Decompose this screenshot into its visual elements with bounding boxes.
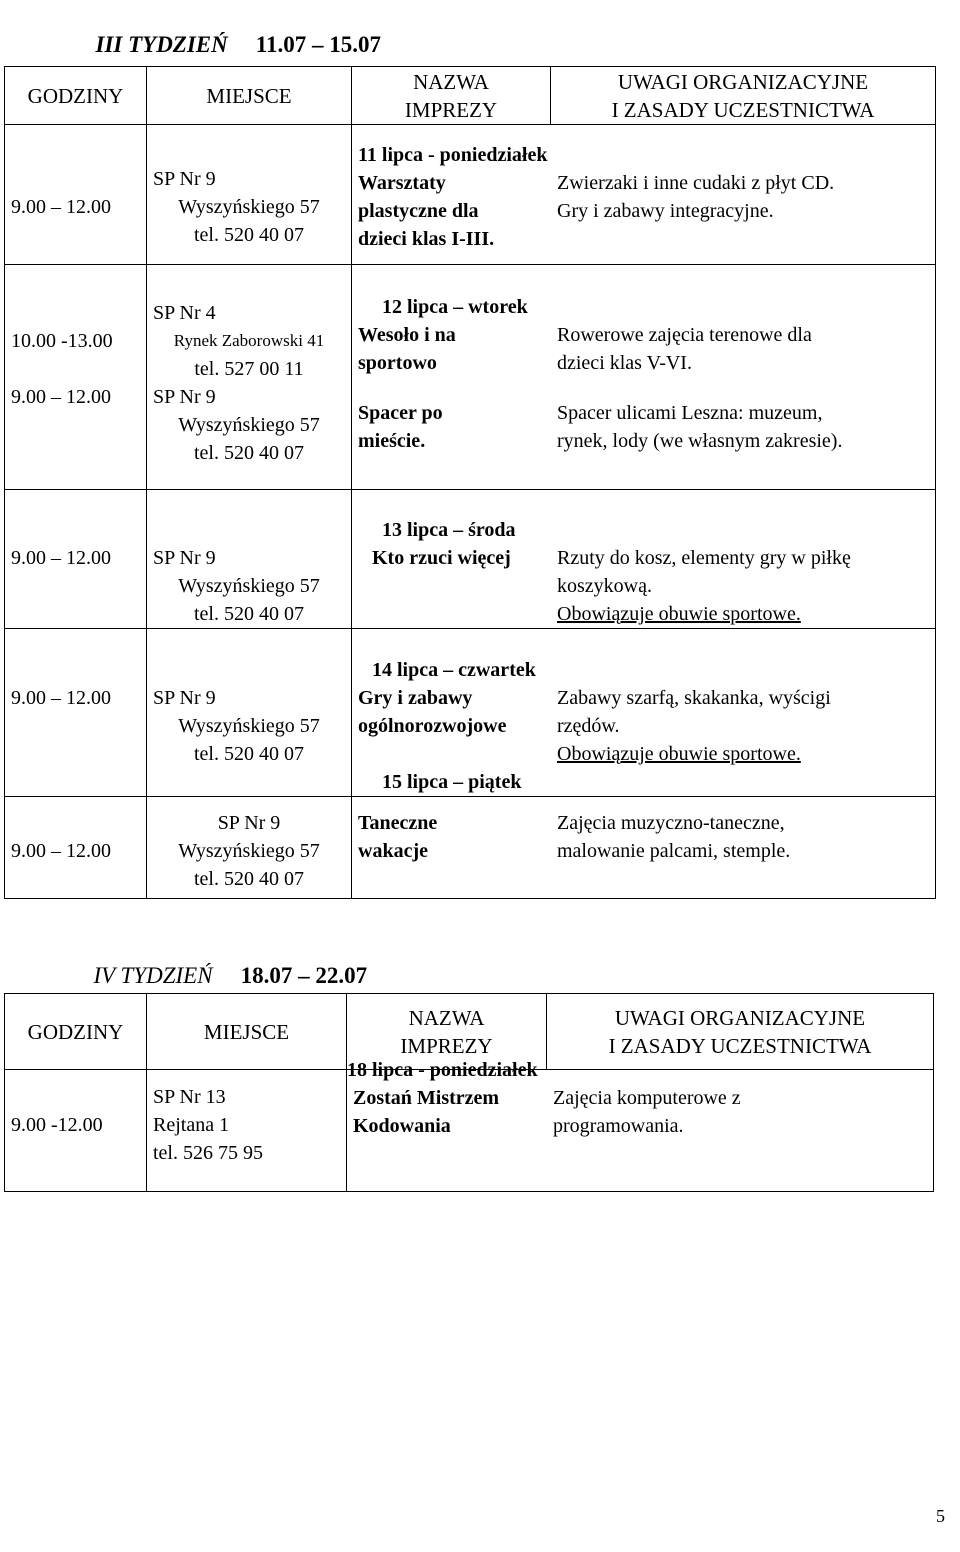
week-3-label: III TYDZIEŃ — [95, 32, 228, 57]
place-cell: SP Nr 13 Rejtana 1 tel. 526 75 95 — [147, 1070, 347, 1192]
hours-cell: 9.00 – 12.00 — [5, 490, 147, 629]
place-cell: SP Nr 9 Wyszyńskiego 57 tel. 520 40 07 — [147, 629, 352, 797]
day-label: 12 lipca – wtorek — [382, 296, 528, 318]
event-name: Wesoło i na sportowo — [358, 324, 456, 374]
event-notes: Rzuty do kosz, elementy gry w piłkę koszykową. Obowiązuje obuwie sportowe. — [557, 547, 851, 625]
place-cell: SP Nr 9 Wyszyńskiego 57 tel. 520 40 07 — [147, 797, 352, 899]
table-row — [5, 125, 936, 265]
header-place: MIEJSCE — [147, 994, 347, 1070]
hours-cell: 10.00 -13.00 9.00 – 12.00 — [5, 265, 147, 490]
day-label: 14 lipca – czwartek — [372, 659, 536, 681]
event-notes-cell — [352, 797, 936, 899]
header-event-name: NAZWA IMPREZY — [347, 994, 547, 1070]
header-hours: GODZINY — [5, 67, 147, 125]
week-4-title — [82, 937, 367, 989]
event-name: Zostań Mistrzem Kodowania — [353, 1087, 500, 1137]
header-event-name: NAZWA IMPREZY — [352, 67, 551, 125]
event-notes: Zabawy szarfą, skakanka, wyścigi rzędów. Obowiązuje obuwie sportowe. — [557, 687, 831, 765]
table-header-row — [5, 67, 936, 125]
page-number: 5 — [936, 1506, 945, 1526]
table-row — [5, 629, 936, 797]
week-4-label: IV TYDZIEŃ — [93, 963, 213, 988]
header-place: MIEJSCE — [147, 67, 352, 125]
hours-cell: 9.00 – 12.00 — [5, 125, 147, 265]
event-notes-cell — [352, 490, 936, 629]
header-notes: UWAGI ORGANIZACYJNE I ZASADY UCZESTNICTWA — [547, 994, 934, 1070]
week-4-dates: 18.07 – 22.07 — [240, 963, 368, 988]
hours-cell: 9.00 – 12.00 — [5, 797, 147, 899]
place-cell: SP Nr 4 Rynek Zaborowski 41 tel. 527 00 11 SP Nr 9 Wyszyńskiego 57 tel. 520 40 07 — [147, 265, 352, 490]
event-notes-cell — [352, 265, 936, 490]
event-name: Spacer po mieście. — [358, 402, 443, 452]
event-notes-cell — [347, 1059, 934, 1192]
event-name: Kto rzuci więcej — [372, 547, 511, 569]
week-4-schedule-table — [4, 993, 934, 1192]
event-notes: Zwierzaki i inne cudaki z płyt CD. Gry i zabawy integracyjne. — [557, 172, 835, 222]
table-row — [5, 490, 936, 629]
week-3-title — [84, 6, 381, 58]
table-row — [5, 265, 936, 490]
header-notes: UWAGI ORGANIZACYJNE I ZASADY UCZESTNICTWA — [551, 67, 936, 125]
place-cell: SP Nr 9 Wyszyńskiego 57 tel. 520 40 07 — [147, 490, 352, 629]
day-label: 18 lipca - poniedziałek — [347, 1059, 538, 1081]
week-3-schedule-table — [4, 66, 936, 899]
event-name: Taneczne wakacje — [358, 812, 438, 862]
place-cell: SP Nr 9 Wyszyńskiego 57 tel. 520 40 07 — [147, 125, 352, 265]
header-hours: GODZINY — [5, 994, 147, 1070]
day-label: 11 lipca - poniedziałek — [358, 144, 548, 166]
hours-cell: 9.00 -12.00 — [5, 1070, 147, 1192]
hours-cell: 9.00 – 12.00 — [5, 629, 147, 797]
event-notes: Zajęcia komputerowe z programowania. — [553, 1087, 741, 1137]
event-notes: Zajęcia muzyczno-taneczne, malowanie palcami, stemple. — [557, 812, 791, 862]
event-notes: Rowerowe zajęcia terenowe dla dzieci klas V-VI. — [557, 324, 812, 374]
day-label: 15 lipca – piątek — [382, 771, 522, 793]
day-label: 13 lipca – środa — [382, 519, 516, 541]
event-notes: Spacer ulicami Leszna: muzeum, rynek, lody (we własnym zakresie). — [557, 402, 843, 452]
table-row — [5, 1070, 934, 1192]
event-name: Gry i zabawy ogólnorozwojowe — [358, 687, 507, 737]
event-notes-cell — [352, 125, 936, 265]
event-notes-cell — [352, 629, 936, 797]
week-3-dates: 11.07 – 15.07 — [255, 32, 381, 57]
table-row — [5, 797, 936, 899]
event-name: Warsztaty plastyczne dla dzieci klas I-III. — [358, 172, 495, 250]
